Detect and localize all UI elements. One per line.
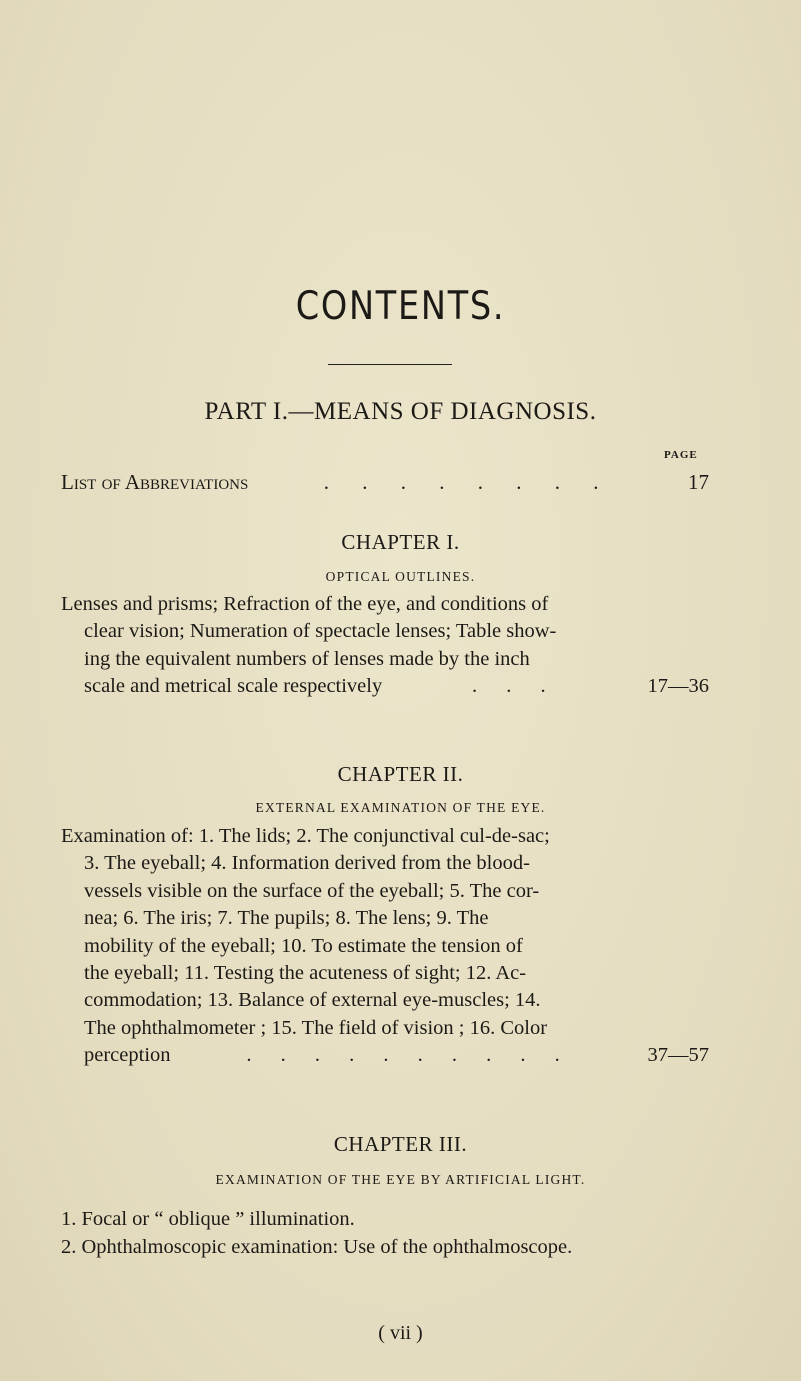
chapter2-pages: 37—57	[647, 1044, 709, 1067]
page-number: ( vii )	[378, 1322, 423, 1344]
chapter2-line: Examination of: 1. The lids; 2. The conjunctival cul-de-sac;	[61, 825, 550, 847]
chapter1-line: Lenses and prisms; Refraction of the eye, and conditions of	[61, 593, 549, 615]
chapter1-subheading: OPTICAL OUTLINES.	[325, 569, 476, 584]
chapter1-line: clear vision; Numeration of spectacle lenses; Table show-	[84, 620, 557, 643]
chapter2-line: nea; 6. The iris; 7. The pupils; 8. The lens; 9. The	[84, 907, 489, 930]
chapter2-last-line	[61, 1042, 709, 1069]
chapter1-last-line	[61, 673, 709, 700]
chapter2-heading: CHAPTER II.	[337, 762, 464, 786]
chapter3-list	[61, 1206, 721, 1261]
chapter2-line: The ophthalmometer ; 15. The field of vision ; 16. Color	[84, 1016, 548, 1039]
page-title: CONTENTS.	[295, 284, 506, 329]
chapter2-line: 3. The eyeball; 4. Information derived from the blood-	[84, 852, 530, 875]
chapter2-subheading: EXTERNAL EXAMINATION OF THE EYE.	[255, 800, 546, 815]
part-heading: PART I.—MEANS OF DIAGNOSIS.	[204, 398, 597, 425]
chapter3-subheading: EXAMINATION OF THE EYE BY ARTIFICIAL LIGHT.	[215, 1172, 586, 1187]
chapter1-leader: . . .	[472, 675, 558, 698]
chapter2-line: perception	[84, 1044, 171, 1067]
chapter3-item: 2. Ophthalmoscopic examination: Use of the ophthalmoscope.	[61, 1235, 573, 1258]
title-rule	[328, 364, 452, 365]
chapter1-line: scale and metrical scale respectively	[84, 675, 383, 698]
chapter1-pages: 17—36	[647, 675, 709, 698]
page-column-label: PAGE	[664, 449, 698, 461]
chapter1-heading: CHAPTER I.	[341, 530, 460, 554]
chapter2-line: commodation; 13. Balance of external eye-muscles; 14.	[84, 989, 541, 1012]
chapter2-line: the eyeball; 11. Testing the acuteness of sight; 12. Ac-	[84, 962, 527, 985]
chapter1-line: ing the equivalent numbers of lenses made by the inch	[84, 647, 530, 670]
abbreviations-label: List of Abbreviations	[61, 470, 249, 494]
chapter2-line: vessels visible on the surface of the eyeball; 5. The cor-	[84, 879, 540, 902]
chapter2-line: mobility of the eyeball; 10. To estimate the tension of	[84, 934, 523, 957]
chapter2-summary	[61, 823, 709, 1070]
chapter3-heading: CHAPTER III.	[333, 1132, 468, 1156]
chapter1-summary	[61, 591, 709, 701]
abbreviations-entry	[61, 470, 709, 495]
chapter2-leader: . . . . . . . . . .	[246, 1044, 572, 1067]
abbreviations-leader: . . . . . . . .	[323, 470, 613, 494]
abbreviations-page: 17	[688, 470, 709, 494]
chapter3-item: 1. Focal or “ oblique ” illumination.	[61, 1208, 355, 1230]
